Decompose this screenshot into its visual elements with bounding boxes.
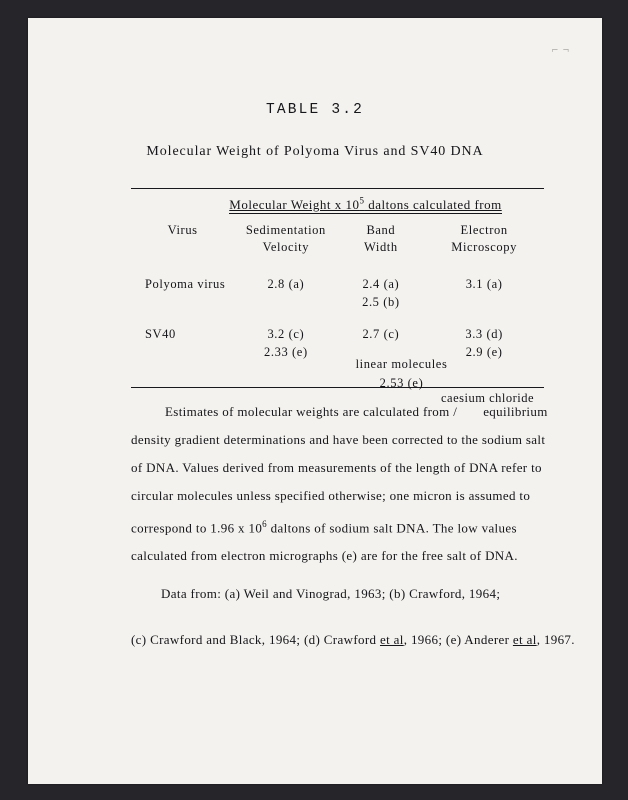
column-header-virus: Virus — [167, 223, 198, 238]
cell-sedimentation: 2.8 (a) — [267, 277, 305, 292]
table-header-row — [131, 222, 544, 262]
note-line-3: of DNA. Values derived from measurements of the length of DNA refer to — [131, 460, 542, 475]
cell-band-width: 2.7 (c) — [362, 327, 400, 342]
table-number: TABLE 3.2 — [265, 102, 365, 118]
table-spanning-header — [131, 196, 544, 213]
note-line-5: correspond to 1.96 x $10^6$ daltons of sodium salt DNA. The low values — [131, 519, 517, 536]
cell-virus: Polyoma virus — [145, 277, 226, 292]
references-block — [131, 564, 580, 669]
cell-electron-microscopy: 3.3 (d) 2.9 (e) — [465, 327, 503, 360]
note-line-2: density gradient determinations and have been corrected to the sodium salt — [131, 432, 546, 447]
spanning-header-post: daltons calculated from — [364, 197, 502, 213]
table-top-rule — [131, 188, 544, 189]
column-header-band-width: Band Width — [363, 223, 398, 255]
spanning-header-exponent: 5 — [359, 196, 365, 206]
data-table — [131, 196, 544, 363]
table-note-paragraph — [131, 391, 564, 570]
table-row — [131, 262, 544, 312]
interlinear-annotation: caesium chloride — [441, 391, 535, 405]
cell-virus: SV40 — [145, 327, 176, 342]
table-footer-note: linear molecules 2.53 (e) — [355, 357, 448, 390]
note-line-4: circular molecules unless specified otherwise; one micron is assumed to — [131, 488, 531, 503]
note-exponent: 6 — [262, 519, 268, 529]
reference-line-1: Data from: (a) Weil and Vinograd, 1963; (b) Crawford, 1964; — [161, 586, 501, 601]
corner-mark: ⌐ ¬ — [551, 44, 570, 56]
cell-band-width: 2.4 (a) 2.5 (b) — [362, 277, 400, 310]
spanning-header-pre: Molecular Weight x 10 — [229, 197, 360, 213]
cell-electron-microscopy: 3.1 (a) — [465, 277, 503, 292]
table-title: Molecular Weight of Polyoma Virus and SV40 DNA — [146, 144, 484, 159]
note-line-6: calculated from electron micrographs (e) are for the free salt of DNA. — [131, 548, 518, 564]
note-line-1: Estimates of molecular weights are calculated from / equilibrium — [165, 404, 548, 419]
reference-line-2: (c) Crawford and Black, 1964; (d) Crawford et al, 1966; (e) Anderer et al, 1967. — [131, 632, 575, 647]
cell-sedimentation: 3.2 (c) 2.33 (e) — [264, 327, 308, 360]
document-page — [28, 18, 602, 784]
column-header-electron-microscopy: Electron Microscopy — [451, 223, 517, 255]
column-header-sedimentation-velocity: Sedimentation Velocity — [245, 223, 326, 255]
title-block — [28, 102, 602, 160]
